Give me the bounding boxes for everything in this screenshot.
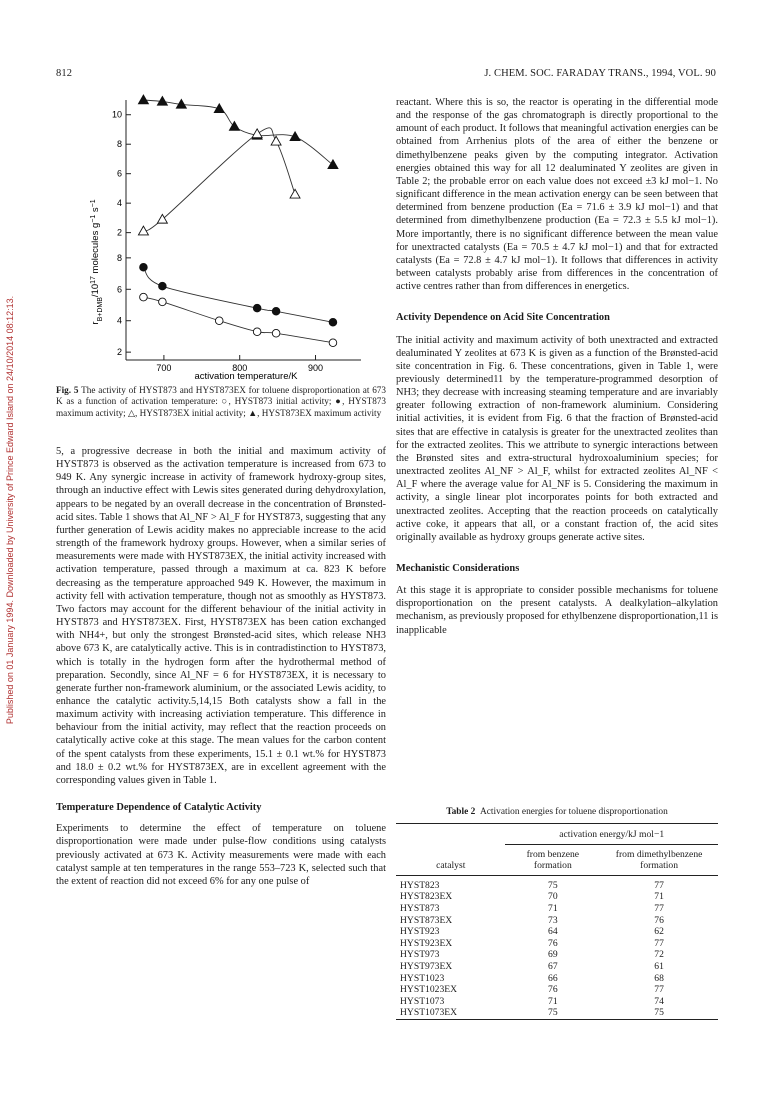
table-row bbox=[396, 875, 718, 891]
side-notice bbox=[2, 160, 18, 860]
open-circle-marker bbox=[215, 317, 223, 325]
cell-catalyst: HYST1023 bbox=[400, 972, 445, 984]
cell-dmb: 72 bbox=[654, 949, 664, 961]
figure-5-chart bbox=[56, 92, 386, 382]
page-number: 812 bbox=[56, 68, 73, 79]
cell-dmb: 71 bbox=[654, 891, 664, 903]
filled-triangle-marker bbox=[138, 95, 148, 104]
cell-benzene: 71 bbox=[548, 995, 558, 1007]
y-tick-label: 8 bbox=[116, 139, 122, 150]
cell-dmb: 62 bbox=[654, 926, 664, 938]
cell-benzene: 76 bbox=[548, 937, 558, 949]
right-para-3: At this stage it is appropriate to consider possible mechanisms for toluene disproportionation on the present catalysts. A dealkylation–alkylation mechanism, as previously proposed for ethylbenzene disproportionation,11 is inapplicable bbox=[396, 585, 718, 636]
cell-catalyst: HYST823EX bbox=[400, 891, 453, 903]
journal-header: J. CHEM. SOC. FARADAY TRANS., 1994, VOL. 90 bbox=[484, 68, 716, 79]
cell-catalyst: HYST1073EX bbox=[400, 1007, 458, 1019]
table-2-spanner: activation energy/kJ mol−1 bbox=[505, 824, 718, 844]
series-curve bbox=[143, 100, 333, 165]
open-triangle-marker bbox=[252, 129, 262, 138]
open-triangle-marker bbox=[290, 189, 300, 198]
cell-benzene: 64 bbox=[548, 926, 558, 938]
cell-catalyst: HYST1023EX bbox=[400, 984, 458, 996]
table-2 bbox=[396, 807, 718, 1020]
table-row bbox=[396, 949, 718, 961]
cell-benzene: 76 bbox=[548, 984, 558, 996]
left-column bbox=[56, 445, 386, 888]
open-triangle-marker bbox=[271, 136, 281, 145]
cell-dmb: 77 bbox=[654, 937, 664, 949]
y-axis-label: $r_{B+DMB}/10^{17}$ molecules $g^{-1}$ $s^{-1}$ bbox=[89, 199, 104, 325]
cell-benzene: 71 bbox=[548, 902, 558, 914]
cell-benzene: 70 bbox=[548, 891, 558, 903]
chart-curves bbox=[143, 100, 333, 343]
filled-circle-marker bbox=[140, 263, 148, 271]
right-column bbox=[396, 96, 718, 637]
right-para-1: reactant. Where this is so, the reactor is operating in the differential mode and the response of the gas chromatograph is directly proportional to the amount of each product. It follows that meaningful activation energies can be obtained from Arrhenius plots of the area of either the benzene or dimethylbenzene peaks given by the computing integrator. Activation energies obtained this way for all 12 dealuminated Y zeolites are given in Table 2; the probable error on each value does not exceed ±3 kJ mol−1. No significant difference in the mean activation energy can be seen between that determined from benzene production (Ea = 71.6 ± 3.9 kJ mol−1) and that determined from dimethylbenzene production (Ea = 72.3 ± 5.5 kJ mol−1). More importantly, there is no significant difference between the mean value for unextracted catalysts (Ea = 70.5 ± 4.7 kJ mol−1) and that for extracted catalysts (Ea = 72.8 ± 4.7 kJ mol−1). It follows that differences in activity between catalysts probably arise from differences in the concentration of active centres rather than from differences in energetics. bbox=[396, 97, 718, 293]
y-tick-label: 8 bbox=[116, 252, 122, 263]
table-row bbox=[396, 903, 718, 915]
y-tick-label: 6 bbox=[116, 284, 122, 295]
left-para-2: Experiments to determine the effect of temperature on toluene disproportionation were made under pulse-flow conditions using catalysts previously activated at 673 K. Activity measurements were made with each catalyst sample at ten temperatures in the range 553–723 K, selected such that the extent of reaction did not exceed 6% for any one pulse of bbox=[56, 823, 386, 887]
table-2-body bbox=[396, 875, 718, 1019]
cell-benzene: 75 bbox=[548, 1007, 558, 1019]
open-circle-marker bbox=[329, 339, 337, 347]
cell-catalyst: HYST923 bbox=[400, 926, 440, 938]
table-row bbox=[396, 938, 718, 950]
cell-catalyst: HYST873EX bbox=[400, 914, 453, 926]
cell-dmb: 76 bbox=[654, 914, 664, 926]
cell-benzene: 75 bbox=[548, 879, 558, 891]
x-tick-label: 800 bbox=[232, 363, 248, 373]
x-axis-label: activation temperature/K bbox=[194, 371, 298, 382]
cell-benzene: 66 bbox=[548, 972, 558, 984]
table-2-caption bbox=[396, 807, 718, 817]
open-circle-marker bbox=[253, 328, 261, 336]
open-triangle-marker bbox=[157, 214, 167, 223]
caption-label: Fig. 5 bbox=[56, 385, 79, 395]
cell-dmb: 74 bbox=[654, 995, 664, 1007]
cell-catalyst: HYST823 bbox=[400, 879, 440, 891]
x-tick-label: 900 bbox=[308, 363, 324, 373]
table-row bbox=[396, 973, 718, 985]
filled-circle-marker bbox=[272, 307, 280, 315]
cell-benzene: 69 bbox=[548, 949, 558, 961]
caption-text: The activity of HYST873 and HYST873EX for toluene disproportionation at 673 K as a function of activation temperature: ○, HYST873 initial activity; ●, HYST873 maximum activity; △, HYST873EX initial activity; ▲, HYST873EX maximum activity bbox=[56, 385, 386, 418]
filled-circle-marker bbox=[159, 282, 167, 290]
filled-circle-marker bbox=[253, 304, 261, 312]
series-curve bbox=[143, 267, 333, 322]
table-2-title: Activation energies for toluene disproportionation bbox=[479, 807, 668, 817]
y-tick-label: 2 bbox=[116, 347, 122, 358]
cell-dmb: 77 bbox=[654, 984, 664, 996]
cell-catalyst: HYST973EX bbox=[400, 960, 453, 972]
open-circle-marker bbox=[140, 293, 148, 301]
table-2-label: Table 2 bbox=[446, 807, 476, 817]
table-row bbox=[396, 915, 718, 927]
side-notice-text: Published on 01 January 1994. Downloaded by University of Prince Edward Island on 24/10/2014 08:12:13. bbox=[5, 295, 15, 725]
open-circle-marker bbox=[159, 298, 167, 306]
y-tick-label: 4 bbox=[116, 198, 122, 209]
chart-ticks bbox=[112, 110, 323, 373]
col-dmb: from dimethylbenzene formation bbox=[615, 848, 703, 872]
y-tick-label: 2 bbox=[116, 227, 122, 238]
cell-dmb: 61 bbox=[654, 960, 664, 972]
heading-mechanistic: Mechanistic Considerations bbox=[396, 563, 520, 574]
table-row bbox=[396, 996, 718, 1008]
col-benzene: from benzene formation bbox=[526, 848, 580, 872]
cell-dmb: 77 bbox=[654, 902, 664, 914]
filled-triangle-marker bbox=[328, 160, 338, 169]
chart-markers bbox=[138, 95, 338, 347]
cell-catalyst: HYST873 bbox=[400, 902, 440, 914]
heading-acid-site: Activity Dependence on Acid Site Concentration bbox=[396, 312, 610, 324]
open-circle-marker bbox=[272, 329, 280, 337]
cell-dmb: 68 bbox=[654, 972, 664, 984]
cell-catalyst: HYST923EX bbox=[400, 937, 453, 949]
figure-5-caption bbox=[56, 385, 386, 419]
heading-temperature-dependence: Temperature Dependence of Catalytic Activity bbox=[56, 802, 262, 814]
x-tick-label: 700 bbox=[156, 363, 172, 373]
left-para-1: 5, a progressive decrease in both the initial and maximum activity of HYST873 is observed as the activation temperature is increased from 673 to 949 K. Any synergic increase in activity of framework hydroxy-group sites, through an inductive effect with Lewis sites generated during dehydroxylation, appears to be negated by an overall decrease in the concentration of Brønsted-acid sites. Table 1 shows that Al_NF > Al_F for HYST873, suggesting that any further generation of Lewis acidity makes no appreciable increase to the acid strength of the framework hydroxy groups. However, when a similar series of measurements were made with HYST873EX, the initial activity increased with activation temperature, passed through a maximum at ca. 823 K before decreasing as the temperature approached 949 K. However, the maximum in activity fell with activation temperature, though not as smoothly as HYST873. Two factors may account for the different behaviour of the initial activity in HYST873 and HYST873EX. First, HYST873EX has been cation exchanged with NH4+, but only the strongest Brønsted-acid sites, which release NH3 above 673 K, are catalytically active. This is in contradistinction to HYST873, which is totally in the hydrogen form after the hydrothermal method of preparation. Secondly, since Al_NF = 6 for HYST873EX, it is necessary to generate further non-framework aluminium, or the associated Lewis acidity, to enhance the catalytic activity.5,14,15 Both catalysts show a fall in the maximum activity with increasing activiation temperature. This difference in behaviour from the initial activity, may reflect that the reaction proceeds on catalytically active coke at this stage. The mean values for the carbon content of the spent catalysts from these experiments, 15.1 ± 0.1 wt.% for HYST873 and 18.0 ± 0.2 wt.% for HYST873EX, are in excellent agreement with the corresponding values given in Table 1. bbox=[56, 446, 386, 786]
cell-catalyst: HYST1073 bbox=[400, 995, 445, 1007]
cell-dmb: 75 bbox=[654, 1007, 664, 1019]
table-row bbox=[396, 926, 718, 938]
figure-5 bbox=[56, 92, 386, 432]
y-tick-label: 6 bbox=[116, 168, 122, 179]
table-row bbox=[396, 984, 718, 996]
cell-dmb: 77 bbox=[654, 879, 664, 891]
cell-benzene: 67 bbox=[548, 960, 558, 972]
table-row bbox=[396, 891, 718, 903]
y-tick-label: 4 bbox=[116, 315, 122, 326]
cell-catalyst: HYST973 bbox=[400, 949, 440, 961]
table-row bbox=[396, 1007, 718, 1019]
table-row bbox=[396, 961, 718, 973]
y-tick-label: 10 bbox=[111, 109, 122, 120]
filled-circle-marker bbox=[329, 318, 337, 326]
right-para-2: The initial activity and maximum activity of both unextracted and extracted dealuminated Y zeolites at 673 K is given as a function of the Brønsted-acid site concentration in Fig. 6. These concentrations, given in Table 1, were previously determined11 by the temperature-programmed desorption of NH3; they decrease with increasing steaming temperature and are invariably greater following extraction of non-framework aluminium. Considering initial activities, it is evident from Fig. 6 that the fraction of Brønsted-acid sites that are effective in catalysis is greater for the unextracted zeolites than for the extracted zeolites. This we attribute to synergic interactions between the Brønsted sites and extra-structural hydroxoaluminium species; for unextracted zeolites Al_NF > Al_F, whilst for extracted zeolites Al_NF < Al_F where the average value for Al_NF is 5. Considering the maximum in activity, a single linear plot incorporates points for both extracted and unextracted zeolites. Accepting that the reaction proceeds on catalytically active coke, it appears that all, or a constant fraction of, the acid sites originally available as hydroxy groups generate active sites. bbox=[396, 334, 718, 543]
table-2-grid bbox=[396, 824, 718, 1019]
cell-benzene: 73 bbox=[548, 914, 558, 926]
col-catalyst: catalyst bbox=[436, 860, 466, 872]
